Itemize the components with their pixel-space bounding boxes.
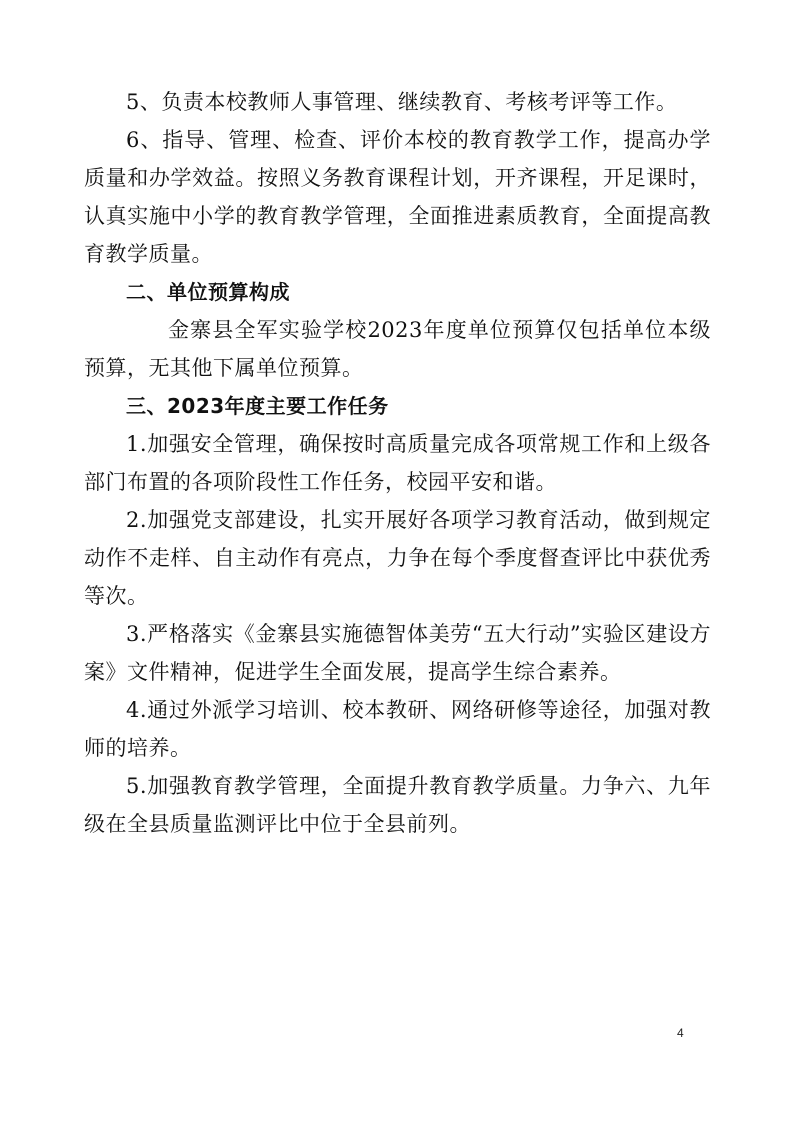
task-item-4: 4.通过外派学习培训、校本教研、网络研修等途径，加强对教师的培养。 [84, 698, 711, 760]
task-item-5: 5.加强教育教学管理，全面提升教育教学质量。力争六、九年级在全县质量监测评比中位于全县前列。 [84, 774, 711, 836]
task-item-1: 1.加强安全管理，确保按时高质量完成各项常规工作和上级各部门布置的各项阶段性工作任务，校园平安和谐。 [84, 432, 711, 494]
duty-paragraph-5: 5、负责本校教师人事管理、继续教育、考核考评等工作。 [126, 90, 678, 114]
budget-composition-paragraph: 金寨县全军实验学校2023年度单位预算仅包括单位本级预算，无其他下属单位预算。 [84, 318, 711, 380]
task-item-3: 3.严格落实《金寨县实施德智体美劳“五大行动”实验区建设方案》文件精神，促进学生全面发展，提高学生综合素养。 [84, 622, 711, 684]
task-item-2: 2.加强党支部建设，扎实开展好各项学习教育活动，做到规定动作不走样、自主动作有亮点，力争在每个季度督查评比中获优秀等次。 [84, 508, 711, 608]
duty-paragraph-6: 6、指导、管理、检查、评价本校的教育教学工作，提高办学质量和办学效益。按照义务教育课程计划，开齐课程，开足课时，认真实施中小学的教育教学管理，全面推进素质教育，全面提高教育教学质量。 [84, 128, 711, 266]
document-body [84, 83, 711, 843]
section-heading-budget-composition: 二、单位预算构成 [126, 280, 290, 304]
section-heading-main-tasks: 三、2023年度主要工作任务 [126, 394, 389, 418]
page-number: 4 [677, 1026, 684, 1040]
